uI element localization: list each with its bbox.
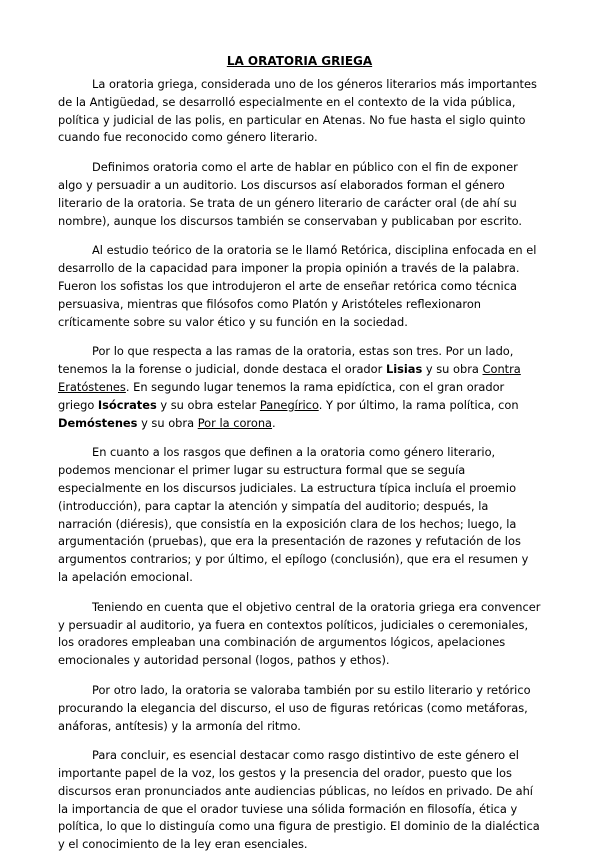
- paragraph-rhetoric: Al estudio teórico de la oratoria se le llamó Retórica, disciplina enfocada en el desarrollo de la capacidad para imponer la propia opinión a través de la palabra. Fueron los sofistas los que introdujeron el arte de enseñar retórica como técnica persuasiva, mientras que filósofos como Platón y Aristóteles reflexionaron críticamente sobre su valor ético y su función en la sociedad.: [58, 243, 537, 329]
- work-contra-eratostenes: Contra Eratóstenes: [58, 362, 521, 394]
- branches-text-4: y su obra estelar: [156, 397, 260, 412]
- paragraph-definition: Definimos oratoria como el arte de hablar en público con el fin de exponer algo y persuadir a un auditorio. Los discursos así elaborados forman el género literario de la oratoria. Se trata de un género literario de carácter oral (de ahí su nombre), aunque los discursos también se conservaban y publicaban por escrito.: [58, 160, 523, 228]
- branches-text-2: y su obra: [422, 362, 483, 377]
- paragraph-conclusion: Para concluir, es esencial destacar como rasgo distintivo de este género el importante papel de la voz, los gestos y la presencia del orador, puesto que los discursos eran pronunciados ante audiencias públicas, no leídos en privado. De ahí la importancia de que el orador tuviese una sólida formación en filosofía, ética y política, lo que lo distinguía como una figura de prestigio. El dominio de la dialéctica y el conocimiento de la ley eran esenciales.: [58, 748, 540, 852]
- paragraph-persuasion: Teniendo en cuenta que el objetivo central de la oratoria griega era convencer y persuadir al auditorio, ya fuera en contextos políticos, judiciales o ceremoniales, los oradores empleaban una combinación de argumentos lógicos, apelaciones emocionales y autoridad personal (logos, pathos y ethos).: [58, 599, 541, 668]
- paragraph-intro: La oratoria griega, considerada uno de los géneros literarios más importantes de la Antigüedad, se desarrolló especialmente en el contexto de la vida pública, política y judicial de las polis, en particular en Atenas. No fue hasta el siglo quinto cuando fue reconocido como género literario.: [58, 77, 537, 145]
- document-page: [58, 52, 541, 866]
- work-panegirico: Panegírico: [259, 397, 319, 412]
- document-title: LA ORATORIA GRIEGA: [226, 54, 373, 68]
- work-por-la-corona: Por la corona: [197, 415, 273, 430]
- branches-text-3: . En segundo lugar tenemos la rama epidíctica, con el gran orador griego: [58, 379, 505, 412]
- branches-text-1: Por lo que respecta a las ramas de la oratoria, estas son tres. Por un lado, tenemos la la forense o judicial, donde destaca el orador: [58, 344, 514, 377]
- branches-text-6: y su obra: [137, 415, 198, 430]
- branches-text-7: .: [272, 415, 276, 430]
- orator-demostenes: Demóstenes: [58, 415, 138, 430]
- paragraph-style: Por otro lado, la oratoria se valoraba también por su estilo literario y retórico procurando la elegancia del discurso, el uso de figuras retóricas (como metáforas, anáforas, antítesis) y la armonía del ritmo.: [58, 682, 531, 733]
- paragraph-branches: [58, 343, 541, 432]
- branches-text-5: . Y por último, la rama política, con: [318, 397, 519, 412]
- paragraph-structure: En cuanto a los rasgos que definen a la oratoria como género literario, podemos mencionar el primer lugar su estructura formal que se seguía especialmente en los discursos judiciales. La estructura típica incluía el proemio (introducción), para captar la atención y simpatía del auditorio; después, la narración (diéresis), que consistía en la exposición clara de los hechos; luego, la argumentación (pruebas), que era la presentación de razones y refutación de los argumentos contrarios; y por último, el epílogo (conclusión), que era el resumen y la apelación emocional.: [58, 445, 529, 584]
- orator-lisias: Lisias: [385, 362, 423, 377]
- orator-isocrates: Isócrates: [97, 397, 157, 412]
